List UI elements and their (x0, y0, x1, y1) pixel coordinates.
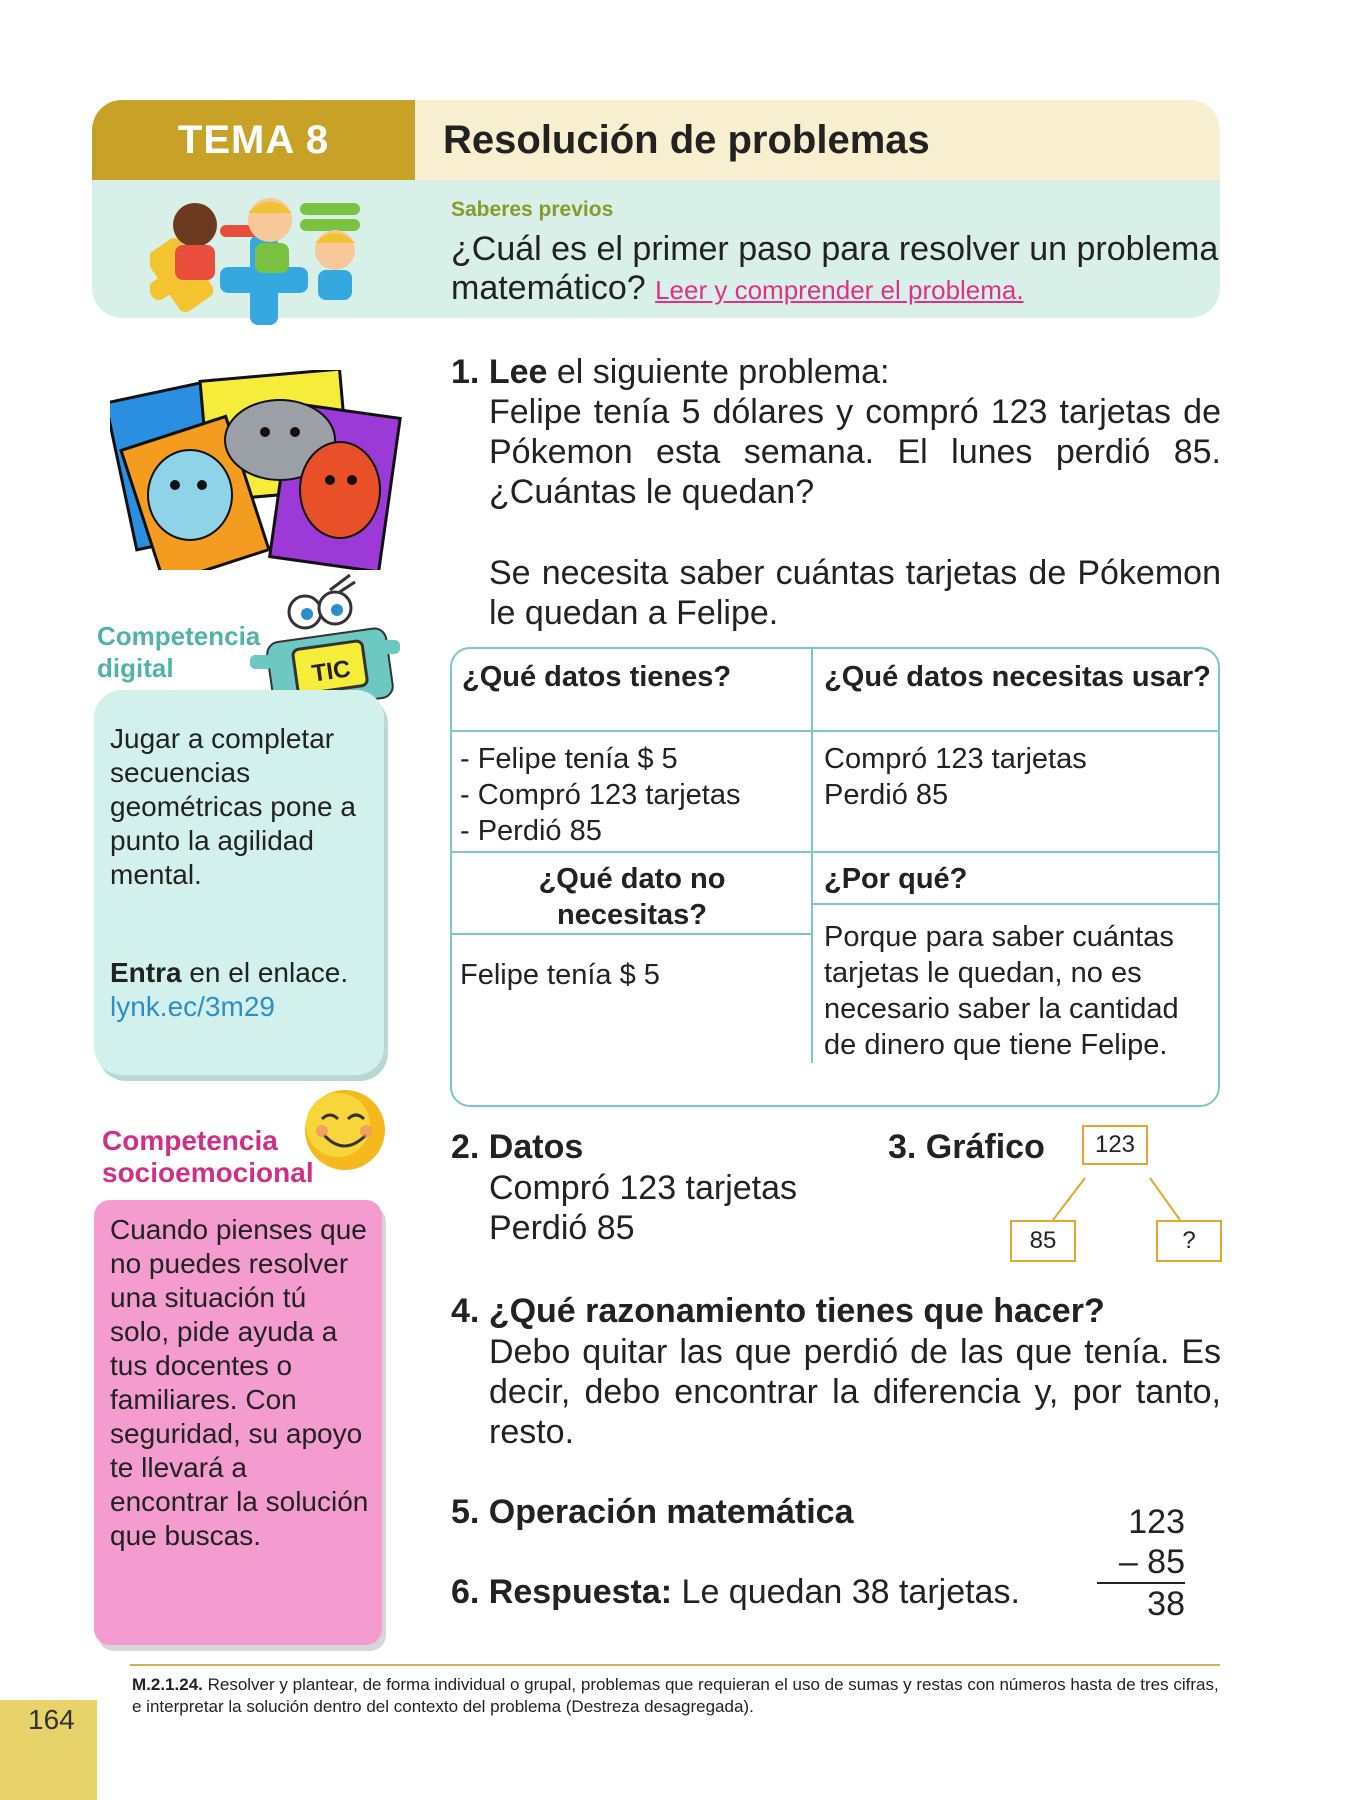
section6-label: 6. Respuesta: (451, 1573, 673, 1611)
table-tienes-item: - Felipe tenía $ 5 (460, 743, 678, 775)
section3-title: 3. Gráfico (888, 1128, 1045, 1166)
table-porque-text: Porque para saber cuántas tarjetas le quedan, no es necesario saber la cantidad de dinero que tiene Felipe. (824, 921, 1179, 1061)
subtraction-operation (1075, 1502, 1185, 1624)
section2-line: Compró 123 tarjetas (489, 1169, 798, 1207)
competencia-digital-link-text (110, 956, 370, 1024)
section1-lead-bold: Lee (488, 353, 548, 391)
lynk-link[interactable]: lynk.ec/3m29 (110, 991, 275, 1022)
topic-header (92, 100, 1220, 180)
minuend: 123 (1128, 1503, 1185, 1541)
graph-box-part: 85 (1010, 1220, 1076, 1262)
table-tienes-list (460, 741, 810, 849)
footer-description: Resolver y plantear, de forma individual o grupal, problemas que requieran el uso de sumas y restas con números hasta de tres cifras, e interpretar la solución dentro del contexto del problema (Destreza desagregada). (132, 1675, 1219, 1716)
result: 38 (1147, 1585, 1185, 1623)
table-header-tienes: ¿Qué datos tienes? (462, 661, 732, 693)
table-necesitas-item: Compró 123 tarjetas (824, 743, 1087, 775)
pokemon-cards-illustration (110, 370, 410, 570)
saberes-answer: Leer y comprender el problema. (655, 275, 1024, 305)
section2-body (489, 1168, 797, 1248)
section2-title: 2. Datos (451, 1128, 584, 1166)
saberes-question (451, 230, 1231, 310)
saberes-question-text: ¿Cuál es el primer paso para resolver un problema matemático? (451, 230, 1219, 307)
competencia-digital-title: Competencia digital (97, 621, 261, 683)
table-tienes-item: - Perdió 85 (460, 815, 602, 847)
competencia-socioemocional-title: Competencia socioemocional (102, 1125, 314, 1188)
section1-heading (451, 352, 890, 392)
competencia-digital-text: Jugar a completar secuencias geométricas pone a punto la agilidad mental. (110, 723, 356, 890)
footer-rule (130, 1664, 1220, 1666)
table-header-no-necesitas: ¿Qué dato no necesitas? (538, 863, 726, 931)
table-header-necesitas: ¿Qué datos necesitas usar? (824, 661, 1211, 693)
page-number: 164 (28, 1704, 75, 1735)
footer-code: M.2.1.24. (132, 1675, 203, 1694)
table-necesitas-item: Perdió 85 (824, 779, 949, 811)
graph-box-total: 123 (1082, 1125, 1148, 1165)
table-necesitas-list (824, 741, 1214, 813)
table-no-necesitas-value: Felipe tenía $ 5 (460, 959, 660, 991)
section5-title: 5. Operación matemática (451, 1493, 854, 1531)
table-divider-1 (452, 730, 1218, 732)
table-tienes-item: - Compró 123 tarjetas (460, 779, 741, 811)
tema-label: TEMA 8 (92, 100, 415, 180)
table-divider-2 (452, 851, 1218, 853)
saberes-label: Saberes previos (451, 198, 614, 221)
section1-lead-rest: el siguiente problema: (547, 353, 890, 391)
page-title: Resolución de problemas (415, 100, 1220, 180)
competencia-socioemocional-text: Cuando pienses que no puedes resolver una situación tú solo, pide ayuda a tus docentes o familiares. Con seguridad, su apoyo te llevará a encontrar la solución que buscas. (110, 1214, 369, 1551)
data-table (450, 647, 1220, 1107)
section6-answer (451, 1573, 1020, 1612)
section1-number: 1. (451, 353, 480, 391)
section4-body: Debo quitar las que perdió de las que tenía. Es decir, debo encontrar la diferencia y, por tanto, resto. (489, 1333, 1221, 1451)
kids-math-symbols-illustration (150, 195, 380, 335)
entra-rest: en el enlace. (181, 957, 349, 988)
section4-title: 4. ¿Qué razonamiento tienes que hacer? (451, 1292, 1105, 1330)
footer-destreza (132, 1674, 1222, 1718)
entra-bold: Entra (110, 957, 182, 988)
table-divider-3b (811, 903, 1218, 905)
table-divider-3a (452, 933, 811, 935)
table-header-porque: ¿Por qué? (824, 863, 968, 895)
section1-need: Se necesita saber cuántas tarjetas de Pókemon le quedan a Felipe. (489, 554, 1221, 632)
tic-label: TIC (310, 655, 353, 688)
table-vertical-divider (811, 649, 813, 1063)
subtrahend: – 85 (1118, 1543, 1185, 1581)
graph-box-unknown: ? (1156, 1220, 1222, 1262)
section1-problem: Felipe tenía 5 dólares y compró 123 tarjetas de Pókemon esta semana. El lunes perdió 85. ¿Cuántas le quedan? (489, 393, 1221, 511)
section6-text: Le quedan 38 tarjetas. (672, 1573, 1020, 1611)
section2-line: Perdió 85 (489, 1209, 635, 1247)
